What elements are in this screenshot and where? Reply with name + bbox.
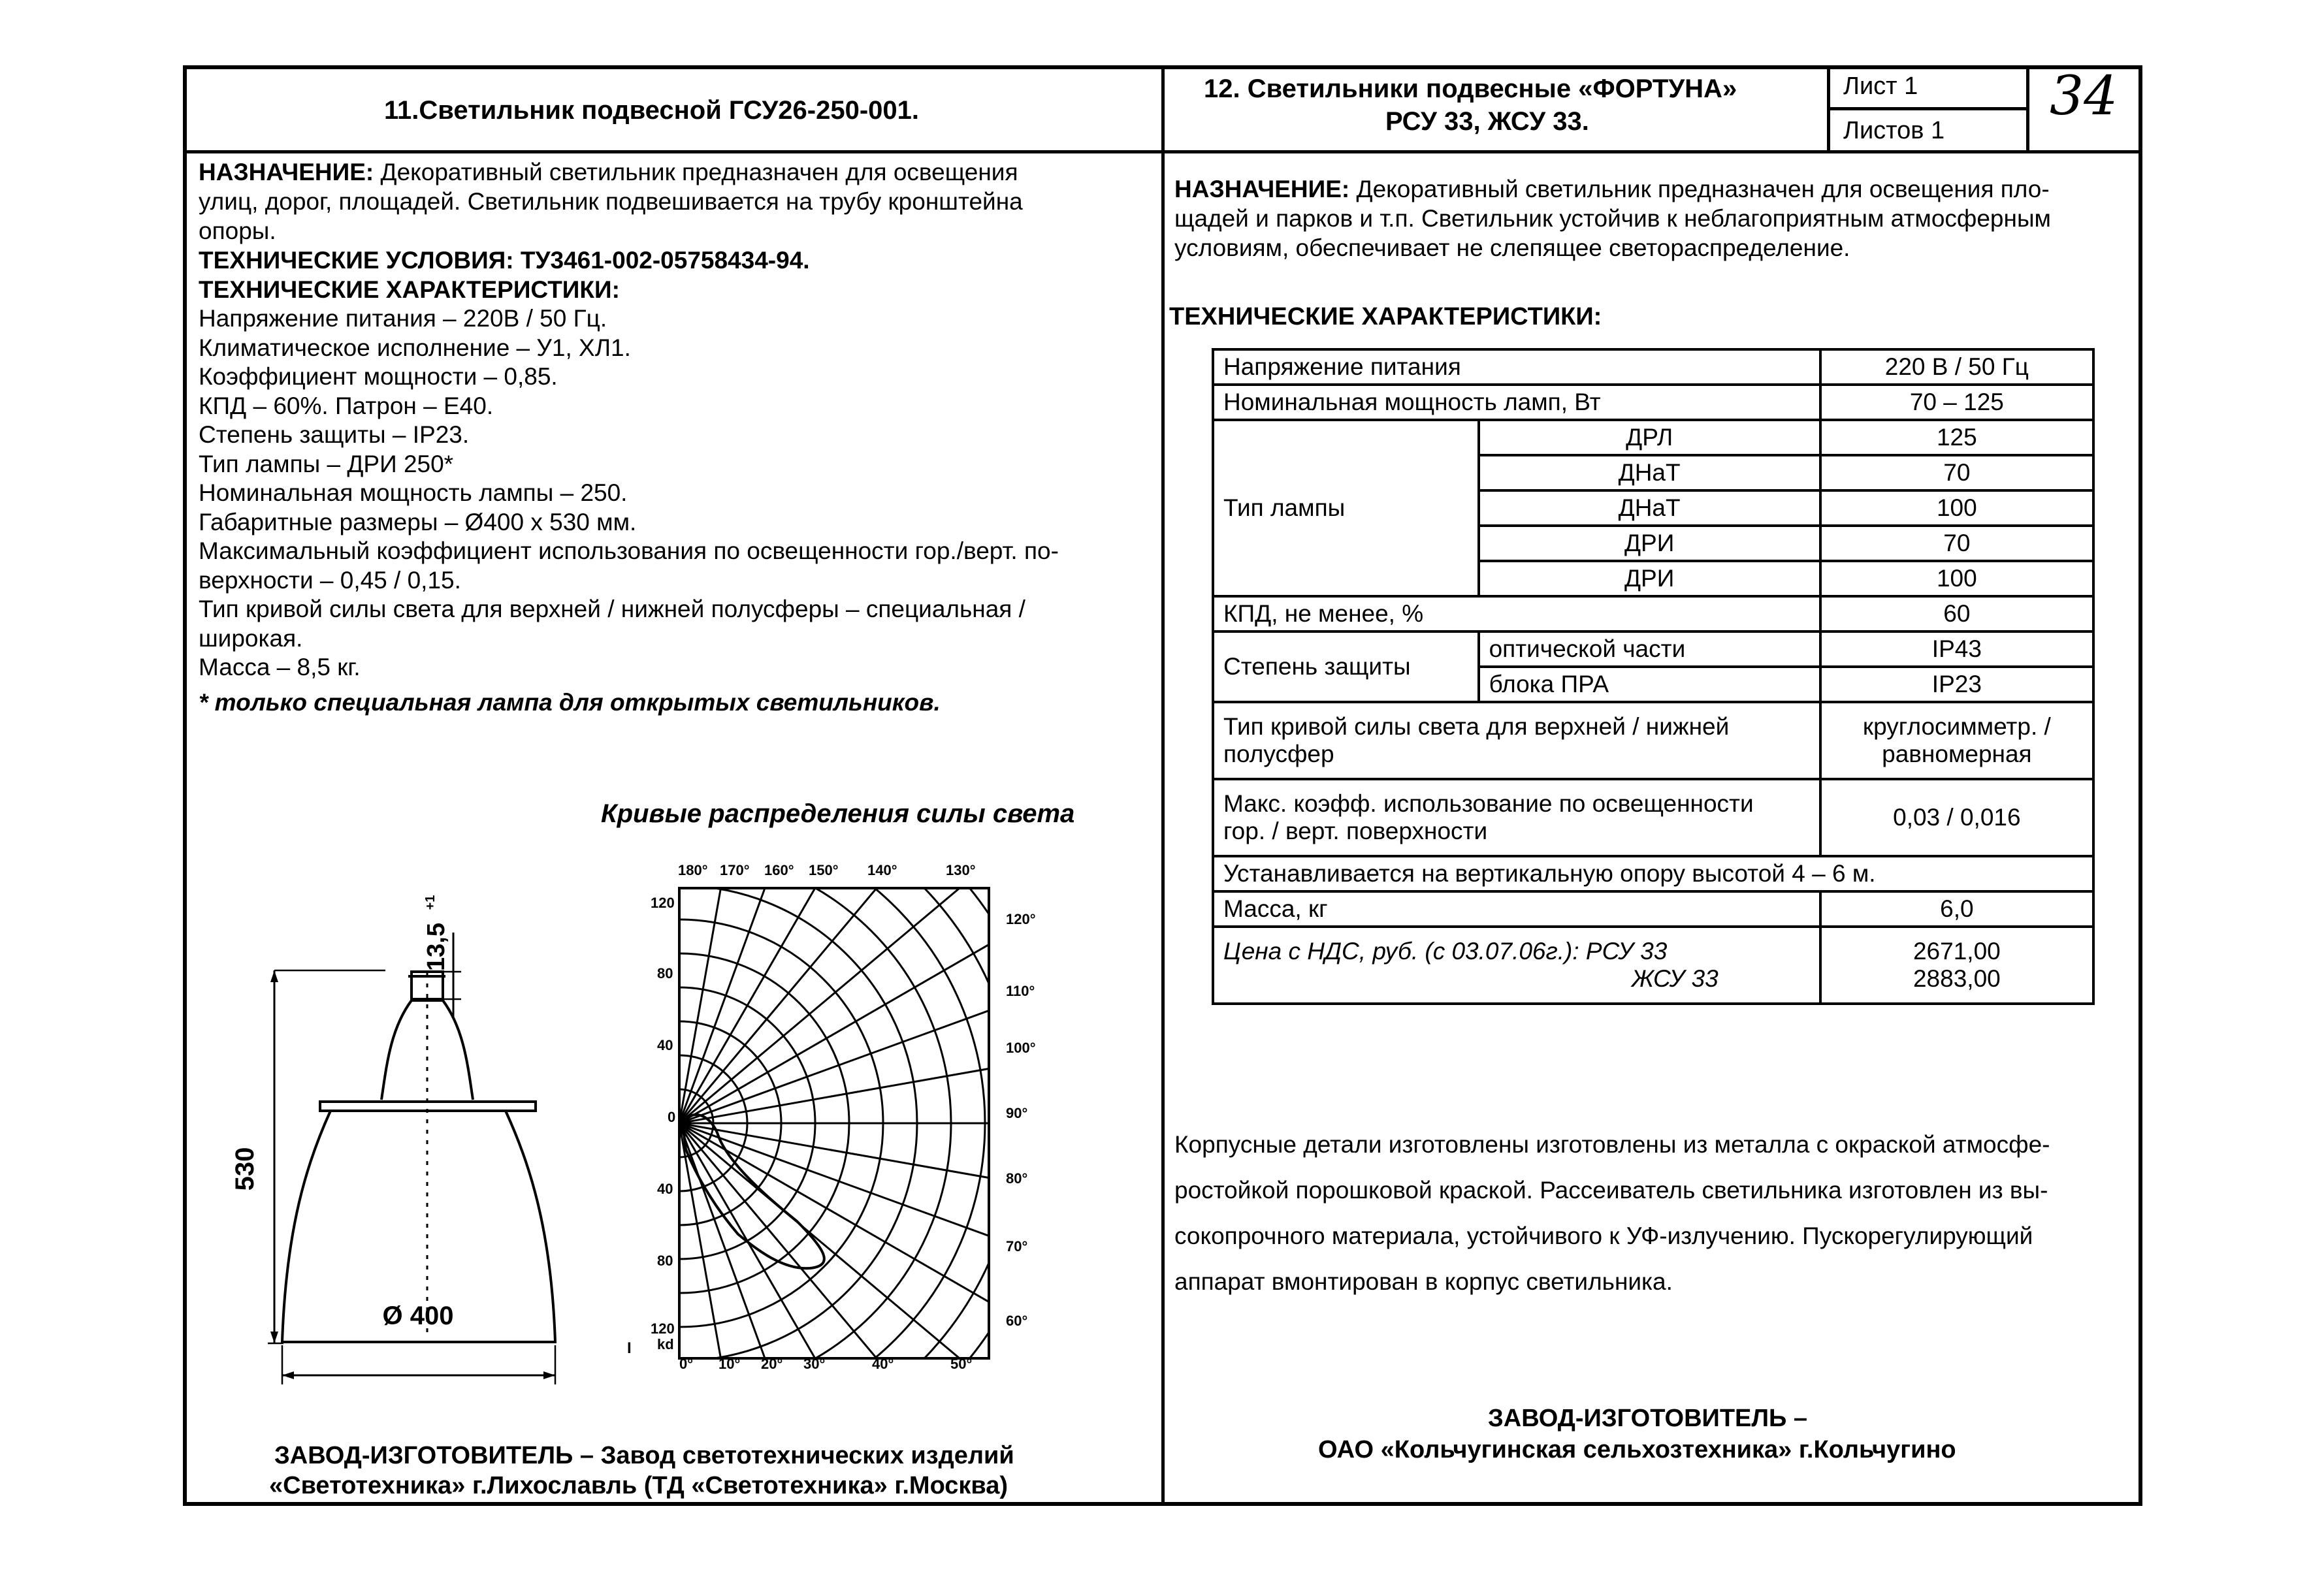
left-tick-label: 40 [657, 1037, 673, 1053]
left-tech-heading: ТЕХНИЧЕСКИЕ ХАРАКТЕРИСТИКИ: [199, 276, 620, 303]
curve-label-line1: Тип кривой силы света для верхней / нижней [1223, 713, 1730, 740]
table-cell: ДРИ [1479, 561, 1820, 596]
top-angle-label: 160° [764, 862, 794, 878]
table-cell: 100 [1820, 561, 2093, 596]
right-angle-label: 100° [1006, 1040, 1036, 1056]
table-cell: Тип лампы [1213, 420, 1479, 596]
table-row [1213, 385, 2093, 420]
top-dimension-sup: +1 [423, 895, 438, 910]
bottom-angle-label: 50° [950, 1356, 973, 1372]
table-cell: оптической части [1479, 631, 1820, 667]
curve-value-line2: равномерная [1882, 741, 2032, 767]
table-cell: 70 – 125 [1820, 385, 2093, 420]
table-row [1213, 349, 2093, 385]
axis-symbol: I [627, 1339, 632, 1357]
left-purpose-text: Декоративный светильник предназначен для освещения [374, 159, 1018, 185]
column-divider [1161, 65, 1165, 1506]
table-cell [1820, 702, 2093, 779]
left-footnote: * только специальная лампа для открытых светильников. [199, 689, 941, 716]
table-row [1213, 779, 2093, 856]
left-purpose-line2: улиц, дорог, площадей. Светильник подвешивается на трубу кронштейна [199, 188, 1023, 215]
page-number: 34 [2050, 65, 2118, 127]
right-tech-heading: ТЕХНИЧЕСКИЕ ХАРАКТЕРИСТИКИ: [1169, 303, 1602, 330]
top-angle-label: 150° [809, 862, 839, 878]
left-spec-line: Масса – 8,5 кг. [199, 654, 361, 680]
table-cell [1820, 927, 2093, 1004]
table-row [1213, 856, 2093, 891]
left-title: 11.Светильник подвесной ГСУ26-250-001. [384, 96, 920, 125]
table-cell [1213, 927, 1820, 1004]
bottom-angle-label: 0° [679, 1356, 694, 1372]
left-manufacturer-line2: «Светотехника» г.Лихославль (ТД «Светотехника» г.Москва) [269, 1472, 1009, 1499]
top-dimension-label: 13,5 [423, 923, 450, 971]
sheet-label: Лист 1 [1843, 72, 1918, 100]
table-cell: Напряжение питания [1213, 349, 1820, 385]
left-spec-line: Напряжение питания – 220В / 50 Гц. [199, 305, 607, 332]
right-angle-label: 90° [1006, 1105, 1028, 1121]
left-spec-line: Максимальный коэффициент использования по освещенности гор./верт. по- [199, 537, 1059, 564]
left-spec-line: Габаритные размеры – Ø400 х 530 мм. [199, 508, 637, 535]
top-angle-label: 180° [678, 862, 708, 878]
left-purpose-line1 [199, 158, 1018, 187]
table-cell: ДРЛ [1479, 420, 1820, 455]
coef-label-line2: гор. / верт. поверхности [1223, 818, 1488, 844]
spec-table [1212, 348, 2095, 1005]
left-tick-label: 80 [657, 1253, 673, 1269]
right-body-line: ростойкой порошковой краской. Рассеиватель светильника изготовлен из вы- [1174, 1177, 2048, 1204]
table-cell: 0,03 / 0,016 [1820, 779, 2093, 856]
right-purpose-line1 [1174, 175, 2050, 204]
table-cell: 100 [1820, 490, 2093, 526]
right-body-line: аппарат вмонтирован в корпус светильника. [1174, 1268, 1673, 1295]
left-tick-label: 40 [657, 1181, 673, 1197]
left-spec-line: Климатическое исполнение – У1, ХЛ1. [199, 334, 631, 361]
price-value-line2: 2883,00 [1912, 965, 2001, 992]
table-cell: ДНаТ [1479, 455, 1820, 490]
table-cell: Устанавливается на вертикальную опору высотой 4 – 6 м. [1213, 856, 2093, 891]
left-tick-label: 120 [651, 1320, 675, 1337]
right-purpose-line3: условиям, обеспечивает не слепящее светораспределение. [1174, 234, 1850, 261]
right-manufacturer-line2: ОАО «Кольчугинская сельхозтехника» г.Кольчугино [1318, 1436, 1956, 1463]
table-cell: Номинальная мощность ламп, Вт [1213, 385, 1820, 420]
left-spec-line: Тип лампы – ДРИ 250* [199, 450, 454, 477]
bottom-angle-label: 10° [718, 1356, 741, 1372]
left-spec-line: КПД – 60%. Патрон – Е40. [199, 392, 494, 419]
curves-title: Кривые распределения силы света [601, 799, 1075, 828]
table-row [1213, 891, 2093, 927]
right-angle-label: 80° [1006, 1170, 1028, 1187]
table-row [1213, 631, 2093, 667]
right-angle-label: 60° [1006, 1313, 1028, 1329]
left-spec-line: Тип кривой силы света для верхней / нижней полусферы – специальная / [199, 596, 1025, 622]
table-row [1213, 927, 2093, 1004]
right-purpose-line2: щадей и парков и т.п. Светильник устойчив к неблагоприятным атмосферным [1174, 205, 2051, 232]
luminaire-drawing [231, 888, 601, 1391]
left-tick-label: 120 [651, 895, 675, 911]
right-angle-label: 120° [1006, 911, 1036, 927]
table-cell: ДНаТ [1479, 490, 1820, 526]
header-divider [183, 150, 2142, 153]
left-spec-line: Степень защиты – IP23. [199, 421, 470, 448]
table-cell: блока ПРА [1479, 667, 1820, 702]
left-purpose-label: НАЗНАЧЕНИЕ: [199, 159, 374, 185]
left-spec-line: Номинальная мощность лампы – 250. [199, 479, 628, 506]
table-cell: 70 [1820, 526, 2093, 561]
left-spec-line: верхности – 0,45 / 0,15. [199, 566, 461, 594]
table-cell [1213, 702, 1820, 779]
diameter-label: Ø 400 [382, 1302, 454, 1330]
right-purpose-text: Декоративный светильник предназначен для освещения пло- [1349, 176, 2050, 202]
left-tick-label: 80 [657, 965, 673, 982]
right-body-text [1174, 1122, 2050, 1305]
right-title-line1: 12. Светильники подвесные «ФОРТУНА» [1204, 74, 1737, 103]
left-manufacturer-line1: ЗАВОД-ИЗГОТОВИТЕЛЬ – Завод светотехнических изделий [274, 1442, 1014, 1469]
curve-value-line1: круглосимметр. / [1862, 713, 2051, 740]
price-label-line2: ЖСУ 33 [1631, 965, 1719, 992]
coef-label-line1: Макс. коэфф. использование по освещенности [1223, 790, 1754, 817]
curve-label-line2: полусфер [1223, 741, 1334, 767]
table-cell: ДРИ [1479, 526, 1820, 561]
right-title-line2: РСУ 33, ЖСУ 33. [1385, 107, 1589, 136]
table-cell: IP23 [1820, 667, 2093, 702]
sheets-label: Листов 1 [1843, 117, 1945, 144]
top-angle-label: 140° [867, 862, 897, 878]
right-angle-label: 110° [1006, 983, 1035, 999]
table-cell: IP43 [1820, 631, 2093, 667]
left-spec-line: широкая. [199, 624, 303, 652]
table-cell: Степень защиты [1213, 631, 1479, 702]
left-tick-label: 0 [668, 1109, 676, 1125]
polar-grid-ray [679, 1123, 815, 1581]
left-purpose-line3: опоры. [199, 217, 276, 244]
table-cell: 6,0 [1820, 891, 2093, 927]
price-value-line1: 2671,00 [1912, 938, 2001, 965]
price-label-line1: Цена с НДС, руб. (с 03.07.06г.): РСУ 33 [1223, 938, 1668, 965]
table-cell: Масса, кг [1213, 891, 1820, 927]
top-angle-label: 170° [720, 862, 750, 878]
right-purpose-label: НАЗНАЧЕНИЕ: [1174, 176, 1350, 202]
table-cell: 70 [1820, 455, 2093, 490]
bottom-angle-label: 20° [761, 1356, 783, 1372]
right-manufacturer-line1: ЗАВОД-ИЗГОТОВИТЕЛЬ – [1488, 1405, 1808, 1432]
left-tech-conditions: ТЕХНИЧЕСКИЕ УСЛОВИЯ: ТУ3461-002-05758434-94. [199, 247, 810, 274]
table-cell: 60 [1820, 596, 2093, 631]
axis-unit: kd [657, 1336, 674, 1352]
left-spec-list [199, 304, 1059, 682]
top-angle-label: 130° [946, 862, 976, 878]
sheet-box-middle [1827, 107, 2028, 110]
table-cell: КПД, не менее, % [1213, 596, 1820, 631]
table-row [1213, 420, 2093, 455]
bottom-angle-label: 30° [803, 1356, 826, 1372]
table-row [1213, 596, 2093, 631]
right-body-line: сокопрочного материала, устойчивого к УФ-излучению. Пускорегулирующий [1174, 1222, 2033, 1249]
bottom-angle-label: 40° [872, 1356, 894, 1372]
polar-diagram [614, 855, 1110, 1378]
table-cell: 220 В / 50 Гц [1820, 349, 2093, 385]
table-row [1213, 702, 2093, 779]
height-dimension-label: 530 [231, 1147, 259, 1191]
left-spec-line: Коэффициент мощности – 0,85. [199, 363, 558, 390]
table-cell: 125 [1820, 420, 2093, 455]
right-angle-label: 70° [1006, 1238, 1028, 1254]
right-body-line: Корпусные детали изготовлены изготовлены из металла с окраской атмосфе- [1174, 1131, 2050, 1158]
table-cell [1213, 779, 1820, 856]
